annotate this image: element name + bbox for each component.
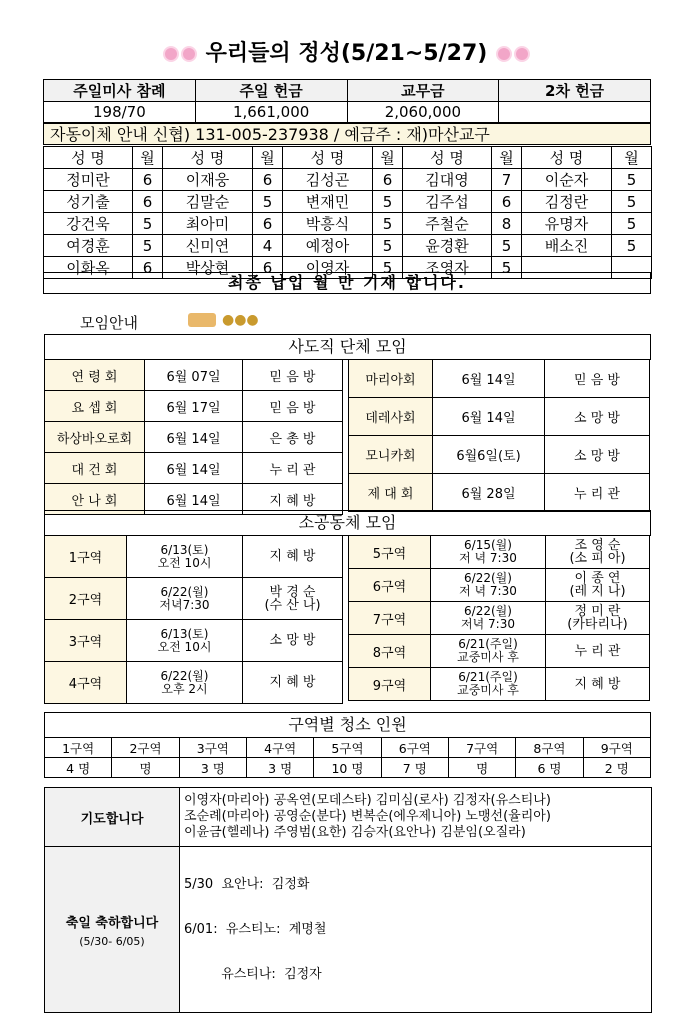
table-row <box>44 235 652 257</box>
meeting-place: 지 혜 방 <box>574 676 621 692</box>
member-name: 김말순 <box>163 191 253 213</box>
table-row <box>349 360 650 398</box>
member-month: 5 <box>373 235 403 257</box>
group-place: 지 혜 방 <box>243 484 343 515</box>
member-month: 5 <box>612 235 652 257</box>
member-name: 윤경환 <box>403 235 492 257</box>
table-row <box>45 453 343 484</box>
member-name: 성기출 <box>44 191 133 213</box>
meeting-date: 6/22(월) <box>160 584 209 599</box>
member-month: 5 <box>612 191 652 213</box>
meeting-place <box>243 620 343 662</box>
member-name: 김대영 <box>403 169 492 191</box>
member-month: 6 <box>253 169 283 191</box>
meeting-date: 6/22(월) <box>464 604 512 618</box>
prayer-table <box>44 787 652 1013</box>
member-name: 배소진 <box>522 235 612 257</box>
member-name: 신미연 <box>163 235 253 257</box>
member-name: 변재민 <box>283 191 373 213</box>
apostolic-left-table <box>44 359 343 515</box>
group-date: 6월 14일 <box>433 398 545 436</box>
value-sunday: 1,661,000 <box>195 102 347 123</box>
bird-icon: ●●● <box>222 312 259 328</box>
group-place: 소 망 방 <box>545 436 650 474</box>
table-row <box>349 436 650 474</box>
feast-line: 6/01: 유스티노: 계명철 <box>184 922 327 937</box>
member-month: 8 <box>492 213 522 235</box>
zone-name: 7구역 <box>349 602 431 635</box>
cleaning-count: 3 명 <box>179 758 246 778</box>
zone-name: 7구역 <box>448 738 515 758</box>
table-row <box>45 738 651 758</box>
zone-name: 8구역 <box>349 635 431 668</box>
table-row <box>349 668 650 701</box>
community-right-table <box>348 535 650 701</box>
zone-name: 9구역 <box>349 668 431 701</box>
meeting-time: 오전 10시 <box>157 555 212 570</box>
member-month: 6 <box>253 257 283 279</box>
meeting-place <box>243 578 343 620</box>
group-place: 믿 음 방 <box>243 391 343 422</box>
group-name: 데레사회 <box>349 398 433 436</box>
meeting-date: 6/13(토) <box>160 542 209 557</box>
table-row <box>349 569 650 602</box>
prayer-line: 조순례(마리아) 공영순(분다) 변복순(에우제니아) 노맹선(율리아) <box>184 809 551 824</box>
meeting-date: 6/22(월) <box>464 571 512 585</box>
community-left-table <box>44 535 343 704</box>
member-name: 강건욱 <box>44 213 133 235</box>
cleaning-count: 명 <box>448 758 515 778</box>
group-name: 마리아회 <box>349 360 433 398</box>
title-text: 우리들의 정성(5/21~5/27) <box>205 41 488 66</box>
final-notice: 최종 납입 월 만 기재 합니다. <box>43 272 651 294</box>
meeting-place: 소 망 방 <box>269 633 316 648</box>
group-name: 연 령 회 <box>45 360 145 391</box>
meeting-place2: (카타리나) <box>567 617 628 632</box>
member-name: 박상현 <box>163 257 253 279</box>
member-month: 5 <box>373 213 403 235</box>
cleaning-title: 구역별 청소 인원 <box>44 712 651 738</box>
zone-name: 9구역 <box>583 738 650 758</box>
meeting-place2: (소 피 아) <box>569 551 626 566</box>
member-name: 여경훈 <box>44 235 133 257</box>
member-month: 6 <box>133 191 163 213</box>
group-place: 누 리 관 <box>545 474 650 512</box>
col-name: 성 명 <box>163 147 253 169</box>
col-month: 월 <box>492 147 522 169</box>
feast-line: 5/30 요안나: 김정화 <box>184 877 310 892</box>
meeting-place <box>546 569 650 602</box>
meeting-date: 6/15(월) <box>464 538 512 552</box>
header-second: 2차 헌금 <box>499 80 651 102</box>
cleaning-count: 2 명 <box>583 758 650 778</box>
meeting-place <box>546 602 650 635</box>
member-name: 예정아 <box>283 235 373 257</box>
meeting-time: 저 녁 7:30 <box>459 551 517 565</box>
member-name: 최아미 <box>163 213 253 235</box>
member-month: 5 <box>133 235 163 257</box>
member-month: 4 <box>253 235 283 257</box>
cleaning-count: 7 명 <box>381 758 448 778</box>
group-date: 6월 14일 <box>145 484 243 515</box>
zone-name: 8구역 <box>516 738 583 758</box>
meeting-time <box>431 668 546 701</box>
value-second <box>499 102 651 123</box>
group-name: 대 건 회 <box>45 453 145 484</box>
table-row <box>44 213 652 235</box>
value-dues: 2,060,000 <box>347 102 499 123</box>
cleaning-count: 10 명 <box>314 758 381 778</box>
member-name: 정미란 <box>44 169 133 191</box>
prayer-line: 이영자(마리아) 공옥연(모데스타) 김미심(로사) 김정자(유스티나) <box>184 793 551 808</box>
feast-label: 축일 축하합니다 <box>65 915 159 931</box>
page-title <box>0 36 693 67</box>
table-row <box>349 536 650 569</box>
col-name: 성 명 <box>44 147 133 169</box>
flower-icon <box>516 48 528 60</box>
member-month: 5 <box>492 257 522 279</box>
cleaning-count: 명 <box>112 758 179 778</box>
meeting-date: 6/13(토) <box>160 626 209 641</box>
col-name: 성 명 <box>403 147 492 169</box>
meeting-place <box>243 536 343 578</box>
meeting-time: 저 녁 7:30 <box>459 584 517 598</box>
prayer-line: 이윤금(헬레나) 주영범(요한) 김승자(요안나) 김분임(오질라) <box>184 825 526 840</box>
meeting-time <box>431 602 546 635</box>
meeting-place <box>546 536 650 569</box>
table-row <box>45 422 343 453</box>
table-row <box>45 578 343 620</box>
member-name: 김성곤 <box>283 169 373 191</box>
group-place: 믿 음 방 <box>545 360 650 398</box>
flower-icon <box>498 48 510 60</box>
zone-name: 2구역 <box>45 578 127 620</box>
apostolic-right-table <box>348 359 650 512</box>
group-place: 누 리 관 <box>243 453 343 484</box>
zone-name: 6구역 <box>349 569 431 602</box>
zone-name: 6구역 <box>381 738 448 758</box>
col-month: 월 <box>612 147 652 169</box>
meeting-place: 정 미 란 <box>574 604 621 619</box>
meeting-place: 조 영 순 <box>574 538 621 553</box>
cleaning-count: 6 명 <box>516 758 583 778</box>
group-name: 하상바오로회 <box>45 422 145 453</box>
table-row <box>45 536 343 578</box>
meeting-place: 지 혜 방 <box>269 549 316 564</box>
member-month: 5 <box>612 169 652 191</box>
table-row <box>45 662 343 704</box>
meeting-time <box>431 536 546 569</box>
meeting-date: 6/22(월) <box>160 668 209 683</box>
meeting-time <box>127 620 243 662</box>
zone-name: 5구역 <box>349 536 431 569</box>
table-row <box>45 758 651 778</box>
header-dues: 교무금 <box>347 80 499 102</box>
header-mass: 주일미사 참례 <box>44 80 196 102</box>
meeting-time: 교중미사 후 <box>457 683 519 697</box>
dues-names-table <box>43 146 652 279</box>
meeting-time <box>127 578 243 620</box>
member-name: 이순자 <box>522 169 612 191</box>
cleaning-count: 4 명 <box>45 758 112 778</box>
table-row <box>349 474 650 512</box>
group-name: 제 대 회 <box>349 474 433 512</box>
member-month: 5 <box>133 213 163 235</box>
group-date: 6월 28일 <box>433 474 545 512</box>
meeting-time <box>127 662 243 704</box>
group-date: 6월 14일 <box>433 360 545 398</box>
meeting-place: 누 리 관 <box>574 643 621 659</box>
decor-icon <box>188 313 216 327</box>
member-month: 5 <box>373 257 403 279</box>
col-name: 성 명 <box>283 147 373 169</box>
table-row <box>45 620 343 662</box>
meeting-time: 오후 2시 <box>161 681 208 696</box>
member-month: 6 <box>133 169 163 191</box>
member-month: 6 <box>373 169 403 191</box>
group-date: 6월 17일 <box>145 391 243 422</box>
col-month: 월 <box>253 147 283 169</box>
member-month: 7 <box>492 169 522 191</box>
zone-name: 2구역 <box>112 738 179 758</box>
meeting-time: 저녁 7:30 <box>461 617 515 631</box>
table-row <box>45 360 343 391</box>
meeting-place2: (레 지 나) <box>569 584 626 599</box>
meeting-place2: (수 산 나) <box>264 597 321 613</box>
meeting-time <box>127 536 243 578</box>
group-place: 은 총 방 <box>243 422 343 453</box>
meeting-place <box>546 668 650 701</box>
apostolic-title: 사도직 단체 모임 <box>44 334 651 360</box>
member-month: 6 <box>492 191 522 213</box>
feast-line: 유스티나: 김정자 <box>184 967 322 982</box>
meeting-time <box>431 635 546 668</box>
member-name: 이화옥 <box>44 257 133 279</box>
zone-name: 3구역 <box>179 738 246 758</box>
group-date: 6월 14일 <box>145 453 243 484</box>
zone-name: 4구역 <box>246 738 313 758</box>
member-name: 유명자 <box>522 213 612 235</box>
value-mass: 198/70 <box>44 102 196 123</box>
group-name: 요 셉 회 <box>45 391 145 422</box>
flower-icon <box>165 48 177 60</box>
group-place: 믿 음 방 <box>243 360 343 391</box>
meeting-place: 이 종 연 <box>574 571 621 586</box>
cleaning-count: 3 명 <box>246 758 313 778</box>
table-row <box>349 635 650 668</box>
cleaning-table <box>44 737 651 778</box>
table-row <box>349 602 650 635</box>
meeting-time: 오전 10시 <box>157 639 212 654</box>
meeting-place: 지 혜 방 <box>269 675 316 690</box>
feast-period: (5/30- 6/05) <box>79 934 145 948</box>
meeting-date: 6/21(주일) <box>458 637 518 651</box>
member-name: 김주섭 <box>403 191 492 213</box>
table-row <box>45 391 343 422</box>
meeting-place <box>546 635 650 668</box>
member-name: 주철순 <box>403 213 492 235</box>
zone-name: 5구역 <box>314 738 381 758</box>
member-name: 박흥식 <box>283 213 373 235</box>
table-row <box>44 169 652 191</box>
member-name: 김정란 <box>522 191 612 213</box>
meetings-label: 모임안내 <box>80 314 138 332</box>
member-name: 조영자 <box>403 257 492 279</box>
zone-name: 1구역 <box>45 536 127 578</box>
member-name: 이영자 <box>283 257 373 279</box>
group-date: 6월 14일 <box>145 422 243 453</box>
offering-table <box>43 79 651 123</box>
table-row <box>44 191 652 213</box>
group-date: 6월 07일 <box>145 360 243 391</box>
member-month: 5 <box>492 235 522 257</box>
col-month: 월 <box>373 147 403 169</box>
member-month: 6 <box>253 213 283 235</box>
member-month: 6 <box>133 257 163 279</box>
meeting-date: 6/21(주일) <box>458 670 518 684</box>
member-month: 5 <box>373 191 403 213</box>
member-month: 5 <box>612 213 652 235</box>
col-month: 월 <box>133 147 163 169</box>
prayer-label: 기도합니다 <box>45 788 180 847</box>
group-date: 6월6일(토) <box>433 436 545 474</box>
member-name: 이재웅 <box>163 169 253 191</box>
community-title: 소공동체 모임 <box>44 510 651 536</box>
meeting-time: 저녁7:30 <box>159 597 210 612</box>
meeting-place <box>243 662 343 704</box>
meeting-time <box>431 569 546 602</box>
group-name: 모니카회 <box>349 436 433 474</box>
group-place: 소 망 방 <box>545 398 650 436</box>
flower-icon <box>183 48 195 60</box>
group-name: 안 나 회 <box>45 484 145 515</box>
table-row <box>349 398 650 436</box>
bank-notice: 자동이체 안내 신협) 131-005-237938 / 예금주 : 재)마산교구 <box>43 123 651 145</box>
zone-name: 4구역 <box>45 662 127 704</box>
header-sunday: 주일 헌금 <box>195 80 347 102</box>
meeting-place: 박 경 순 <box>269 584 316 600</box>
col-name: 성 명 <box>522 147 612 169</box>
zone-name: 1구역 <box>45 738 112 758</box>
member-month: 5 <box>253 191 283 213</box>
zone-name: 3구역 <box>45 620 127 662</box>
meeting-time: 교중미사 후 <box>457 650 519 664</box>
